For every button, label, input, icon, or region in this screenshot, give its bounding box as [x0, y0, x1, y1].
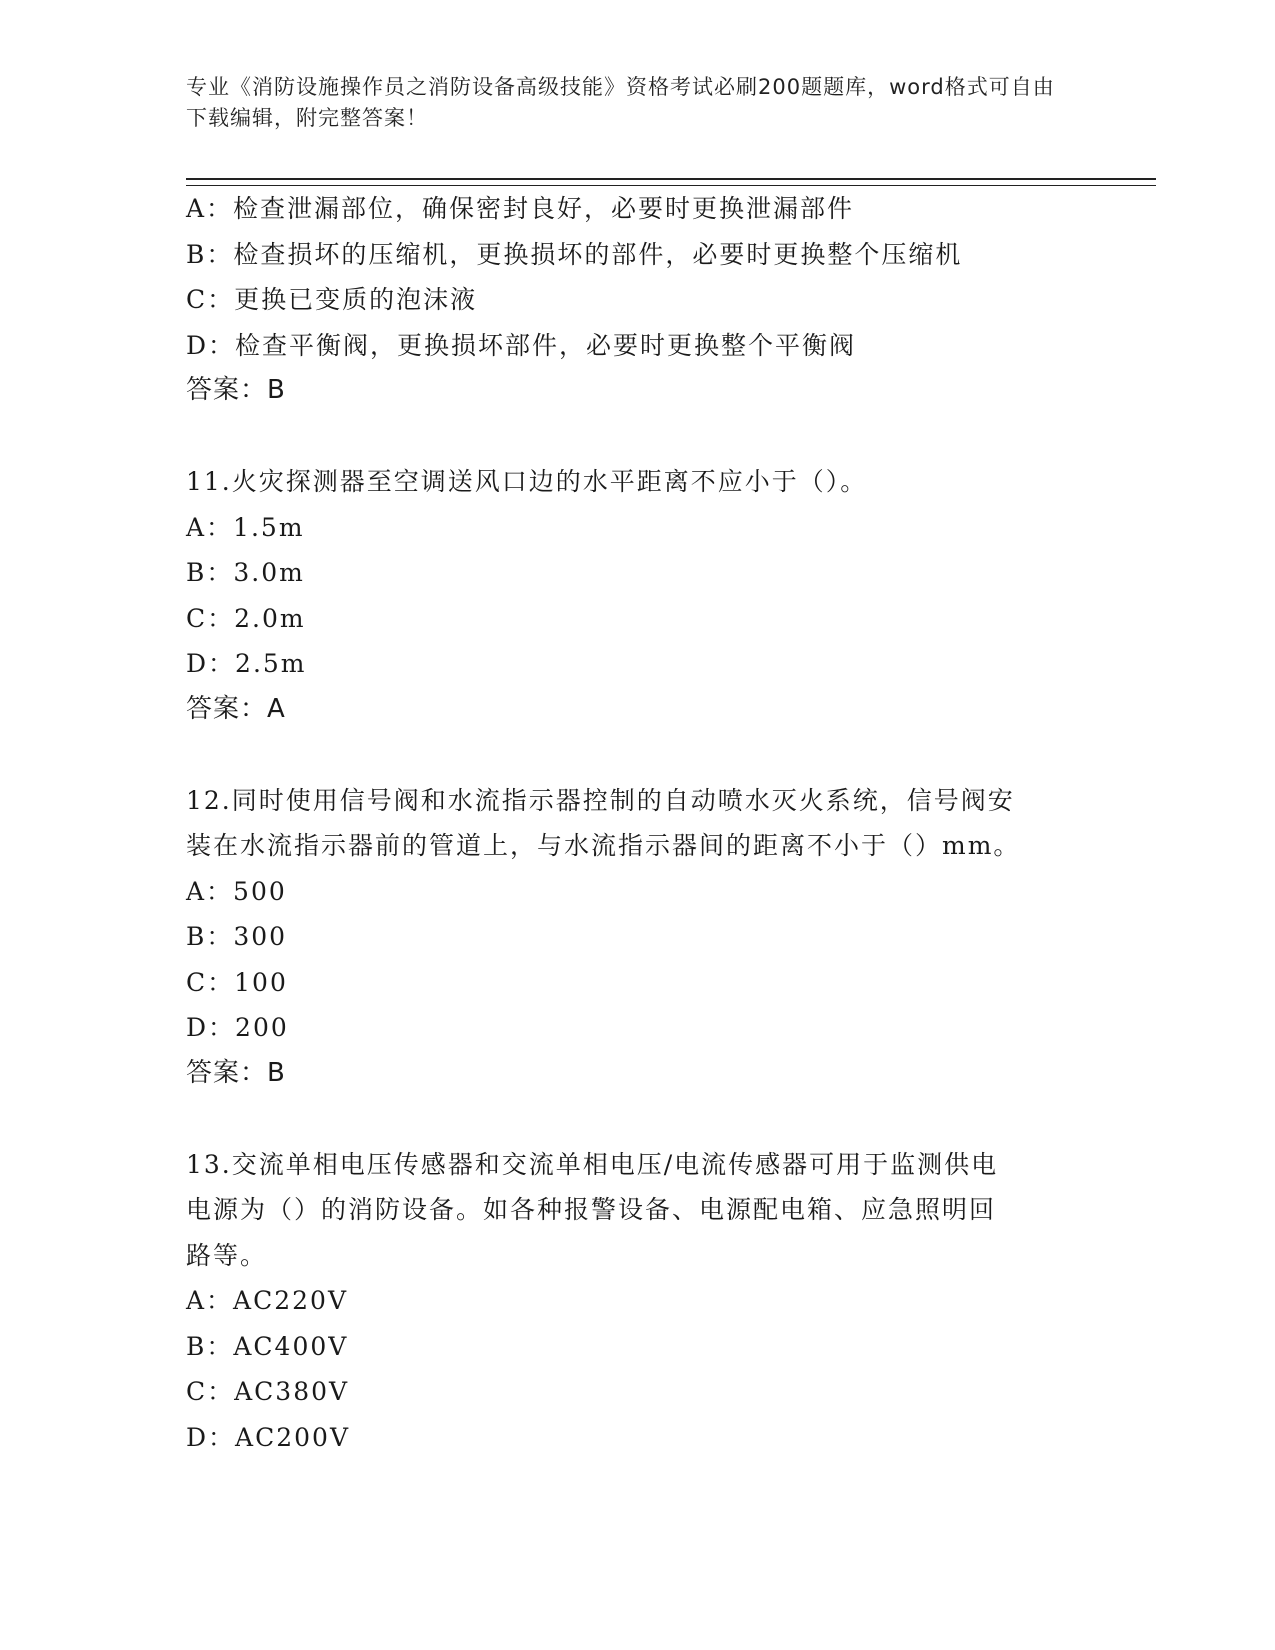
spacer	[186, 414, 1086, 460]
question-text-line-3: 路等。	[186, 1240, 268, 1270]
header-rule-thick	[186, 178, 1156, 180]
option-b: B：检查损坏的压缩机，更换损坏的部件，必要时更换整个压缩机	[186, 239, 963, 269]
option-c: C：AC380V	[186, 1377, 350, 1406]
option-b: B：AC400V	[186, 1331, 349, 1361]
option-b: B：300	[186, 922, 288, 951]
question-12-block	[186, 778, 1086, 1097]
question-text-line-2: 装在水流指示器前的管道上，与水流指示器间的距离不小于（）mm。	[186, 831, 1021, 860]
answer-label: 答案：A	[186, 693, 286, 724]
question-text-line-1: 13.交流单相电压传感器和交流单相电压/电流传感器可用于监测供电	[186, 1149, 999, 1179]
option-d: D：200	[186, 1013, 289, 1042]
question-list	[186, 186, 1086, 1460]
option-a: A：检查泄漏部位，确保密封良好，必要时更换泄漏部件	[186, 194, 855, 223]
answer-label: 答案：B	[186, 1057, 286, 1088]
option-d: D：AC200V	[186, 1422, 350, 1452]
question-text: 11.火灾探测器至空调送风口边的水平距离不应小于（）。	[186, 467, 868, 496]
question-10-block	[186, 186, 1086, 414]
option-d: D：2.5m	[186, 649, 307, 678]
option-c: C：更换已变质的泡沫液	[186, 285, 478, 314]
option-d: D：检查平衡阀，更换损坏部件，必要时更换整个平衡阀	[186, 330, 857, 360]
question-text-line-2: 电源为（）的消防设备。如各种报警设备、电源配电箱、应急照明回	[186, 1195, 997, 1224]
spacer	[186, 732, 1086, 778]
option-c: C：100	[186, 967, 288, 997]
spacer	[186, 1096, 1086, 1142]
option-a: A：500	[186, 876, 287, 906]
option-a: A：1.5m	[186, 512, 305, 542]
question-text-line-1: 12.同时使用信号阀和水流指示器控制的自动喷水灭火系统，信号阀安	[186, 785, 1015, 815]
question-11-block	[186, 459, 1086, 732]
answer-label: 答案：B	[186, 375, 286, 405]
question-13-block	[186, 1142, 1086, 1461]
option-b: B：3.0m	[186, 558, 305, 587]
option-a: A：AC220V	[186, 1286, 349, 1315]
option-c: C：2.0m	[186, 603, 306, 633]
document-header: 专业《消防设施操作员之消防设备高级技能》资格考试必刷200题题库，word格式可自由下载编辑，附完整答案！	[186, 75, 1055, 130]
